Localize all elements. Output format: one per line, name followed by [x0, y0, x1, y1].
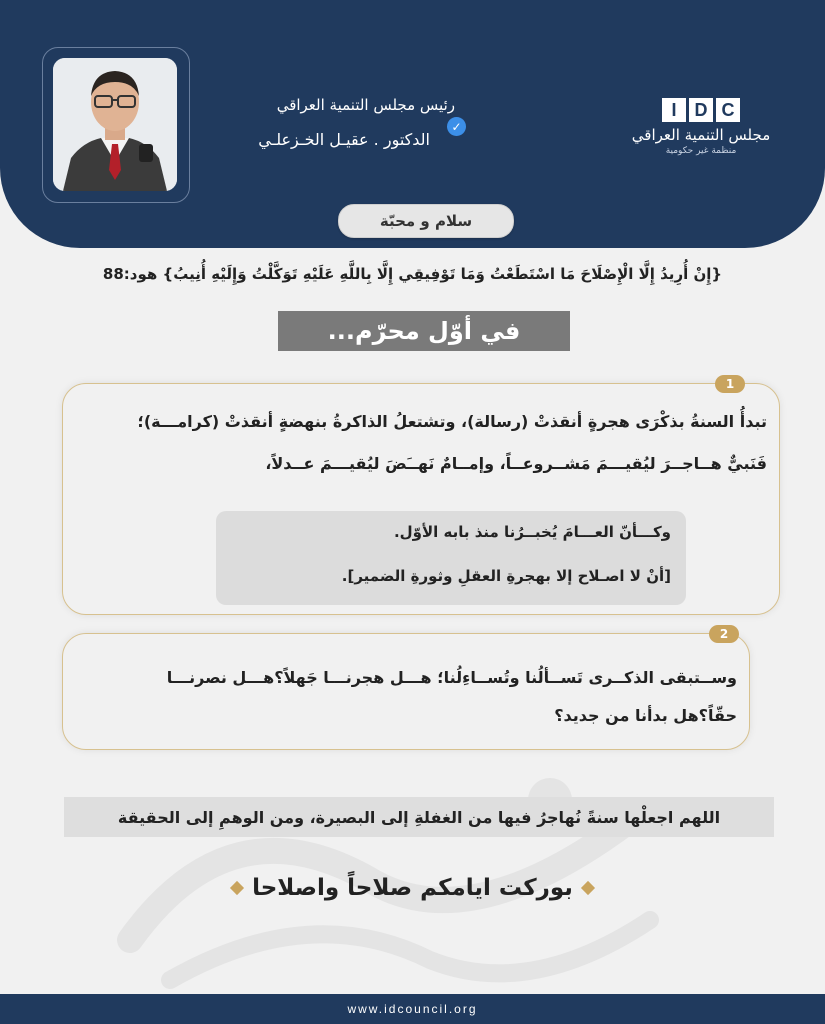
person-title: رئيس مجلس التنمية العراقي [276, 96, 455, 114]
card-number-badge: 1 [715, 375, 745, 393]
diamond-icon [230, 881, 244, 895]
greeting-pill: سلام و محبّة [338, 204, 514, 238]
portrait-frame [42, 47, 190, 203]
card2-line-1: وســتبقى الذكــرى تَســألُنا وتُســاءِلُنا؛ هـــل هجرنـــا جَهلاً؟هـــل نصرنـــا [166, 668, 737, 687]
card1-line-1: تبدأُ السنةُ بذكْرَى هجرةٍ أنقذتْ (رسالة)، وتشتعلُ الذاكرةُ بنهضةٍ أنقذتْ (كرامـــة)؛ [137, 412, 767, 431]
card2-line-2: حقّاً؟هل بدأنا من جديد؟ [554, 706, 737, 725]
person-name: الدكتور . عقيـل الخـزعلـي [258, 130, 430, 149]
quote-line-1: وكـــأنّ العـــامَ يُخبــرُنا منذ بابه الأوّل. [393, 523, 671, 541]
logo-letter-c: C [716, 98, 740, 122]
portrait-photo [53, 58, 177, 191]
logo-subtitle: منظمة غير حكومية [665, 146, 737, 156]
logo-name: مجلس التنمية العراقي [631, 126, 771, 144]
diamond-icon [581, 881, 595, 895]
logo-letter-d: D [689, 98, 713, 122]
blessing-text: بوركت ايامكم صلاحاً واصلاحا [252, 875, 573, 901]
quote-line-2: [أنْ لا اصـلاح إلا بهجرةِ العقلِ وثورةِ الضمير]. [341, 567, 671, 585]
logo-letter-i: I [662, 98, 686, 122]
message-card-2 [62, 627, 750, 750]
message-card-1 [62, 377, 780, 615]
card1-line-2: فَنَبيٌّ هــاجــرَ ليُقيـــمَ مَشــروعــاً، وإمــامٌ نَهــَضَ ليُقيـــمَ عــدلاً، [265, 454, 767, 473]
quran-verse: {إِنْ أُرِيدُ إِلَّا الْإِصْلَاحَ مَا اسْتَطَعْتُ وَمَا تَوْفِيقِي إِلَّا بِاللَّهِ عَلَيْهِ تَوَكَّلْتُ وَإِلَيْهِ أُنِيبُ} هود:88 [102, 265, 723, 283]
idc-logo [626, 98, 776, 168]
quote-box [216, 511, 686, 605]
blessing-line [200, 868, 625, 908]
verified-badge-icon: ✓ [447, 117, 466, 136]
prayer-banner: اللهم اجعلْها سنةً نُهاجرُ فيها من الغفلةِ إلى البصيرة، ومن الوهمِ إلى الحقيقة [64, 797, 774, 837]
footer-website[interactable]: www.idcouncil.org [0, 994, 825, 1024]
page-heading: في أوّل محرّم... [278, 311, 570, 351]
card-number-badge: 2 [709, 625, 739, 643]
